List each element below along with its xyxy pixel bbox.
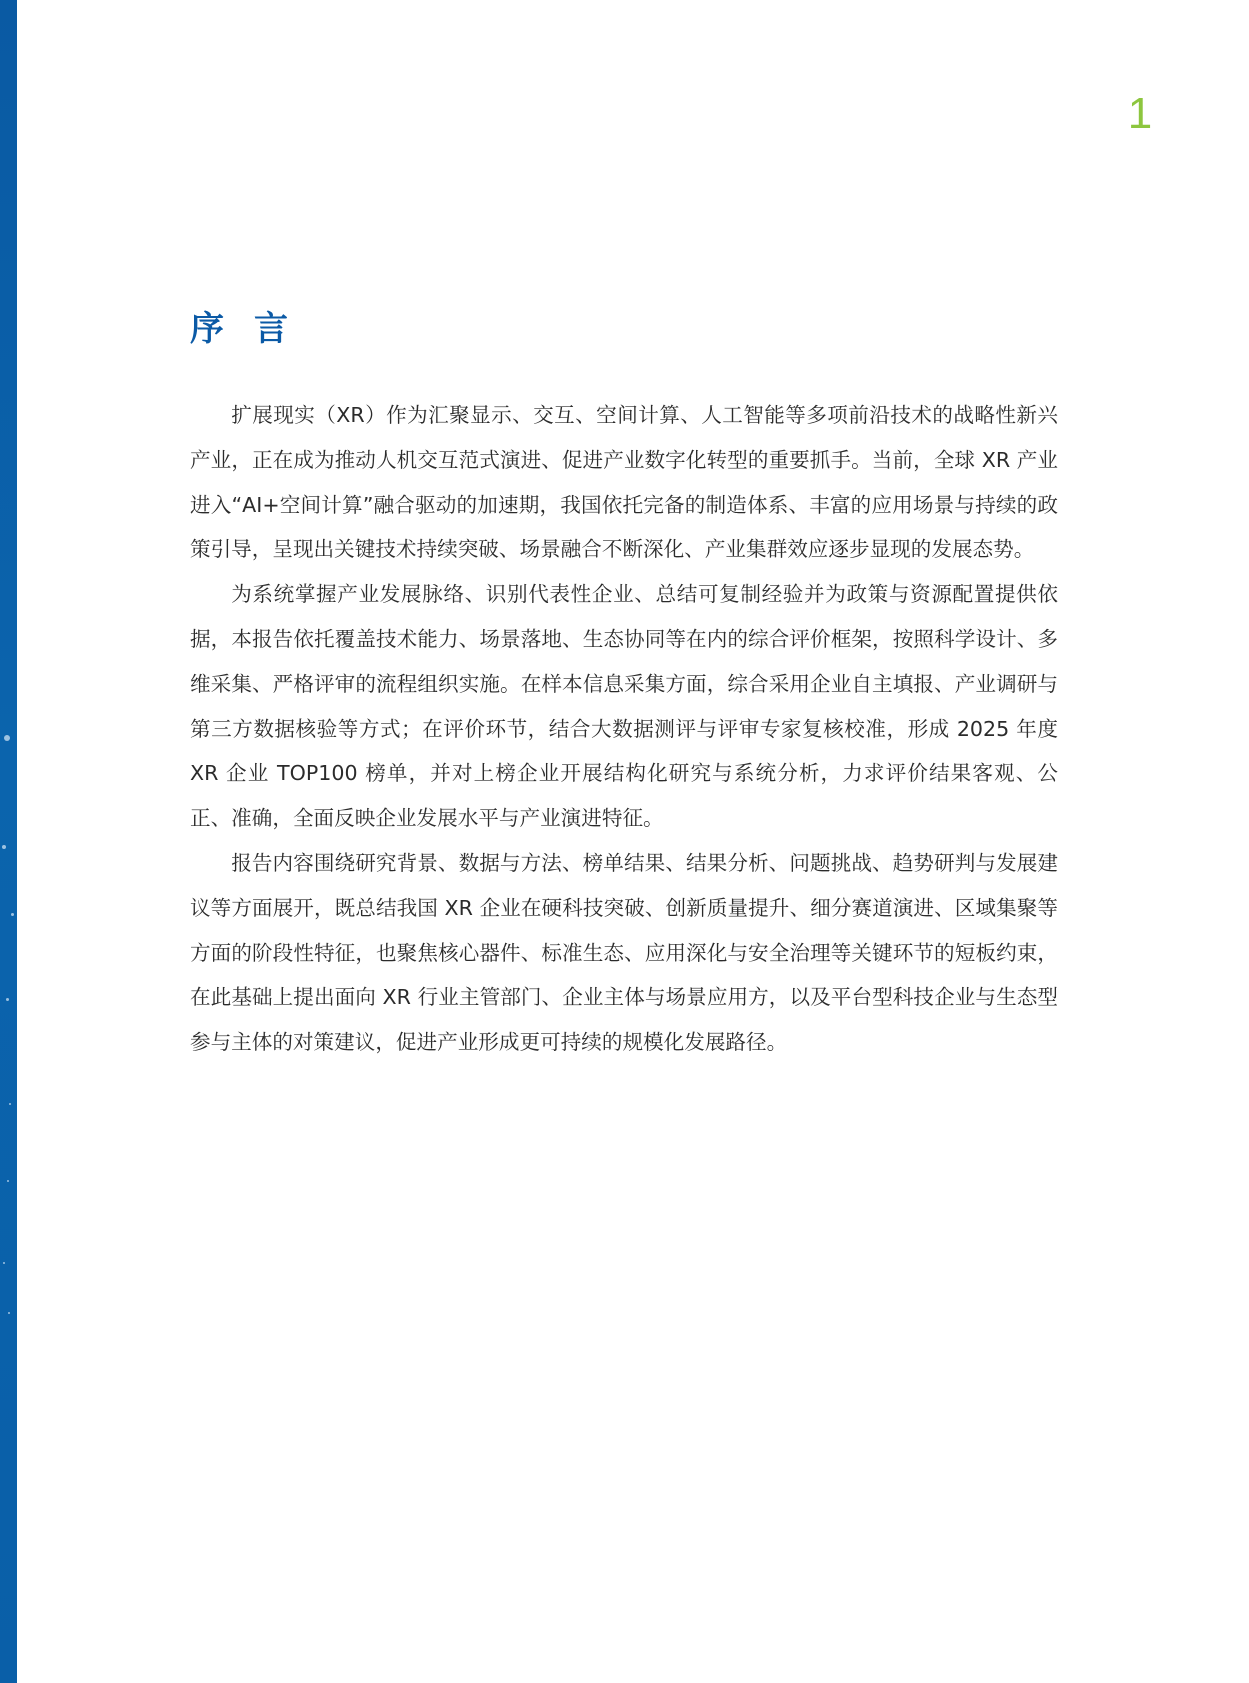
- side-bar-dot: [8, 1312, 10, 1314]
- preface-paragraph: 扩展现实（XR）作为汇聚显示、交互、空间计算、人工智能等多项前沿技术的战略性新兴产业，正在成为推动人机交互范式演进、促进产业数字化转型的重要抓手。当前，全球 XR 产业进入“AI+空间计算”融合驱动的加速期，我国依托完备的制造体系、丰富的应用场景与持续的政策引导，呈现出关键技术持续突破、场景融合不断深化、产业集群效应逐步显现的发展态势。: [190, 403, 1058, 562]
- side-bar-dot: [3, 1262, 5, 1264]
- preface-paragraph: 报告内容围绕研究背景、数据与方法、榜单结果、结果分析、问题挑战、趋势研判与发展建议等方面展开，既总结我国 XR 企业在硬科技突破、创新质量提升、细分赛道演进、区域集聚等方面的阶段性特征，也聚焦核心器件、标准生态、应用深化与安全治理等关键环节的短板约束，在此基础上提出面向 XR 行业主管部门、企业主体与场景应用方，以及平台型科技企业与生态型参与主体的对策建议，促进产业形成更可持续的规模化发展路径。: [190, 850, 1058, 1055]
- side-bar-dot: [4, 735, 10, 741]
- section-title: [190, 301, 288, 350]
- preface-paragraph: 为系统掌握产业发展脉络、识别代表性企业、总结可复制经验并为政策与资源配置提供依据，本报告依托覆盖技术能力、场景落地、生态协同等在内的综合评价框架，按照科学设计、多维采集、严格评审的流程组织实施。在样本信息采集方面，综合采用企业自主填报、产业调研与第三方数据核验等方式；在评价环节，结合大数据测评与评审专家复核校准，形成 2025 年度 XR 企业 TOP100 榜单，并对上榜企业开展结构化研究与系统分析，力求评价结果客观、公正、准确，全面反映企业发展水平与产业演进特征。: [190, 582, 1058, 831]
- preface-body: [190, 393, 1058, 1065]
- section-title-part2: 言: [254, 308, 288, 349]
- side-bar-dot: [7, 1180, 9, 1182]
- page-number: 1: [1127, 89, 1153, 138]
- side-bar-dot: [9, 1103, 11, 1105]
- side-bar-dot: [2, 845, 6, 849]
- side-bar-dot: [6, 998, 9, 1001]
- side-decoration-bar: [0, 0, 17, 1683]
- section-title-part1: 序: [190, 308, 224, 349]
- side-bar-dot: [11, 913, 14, 916]
